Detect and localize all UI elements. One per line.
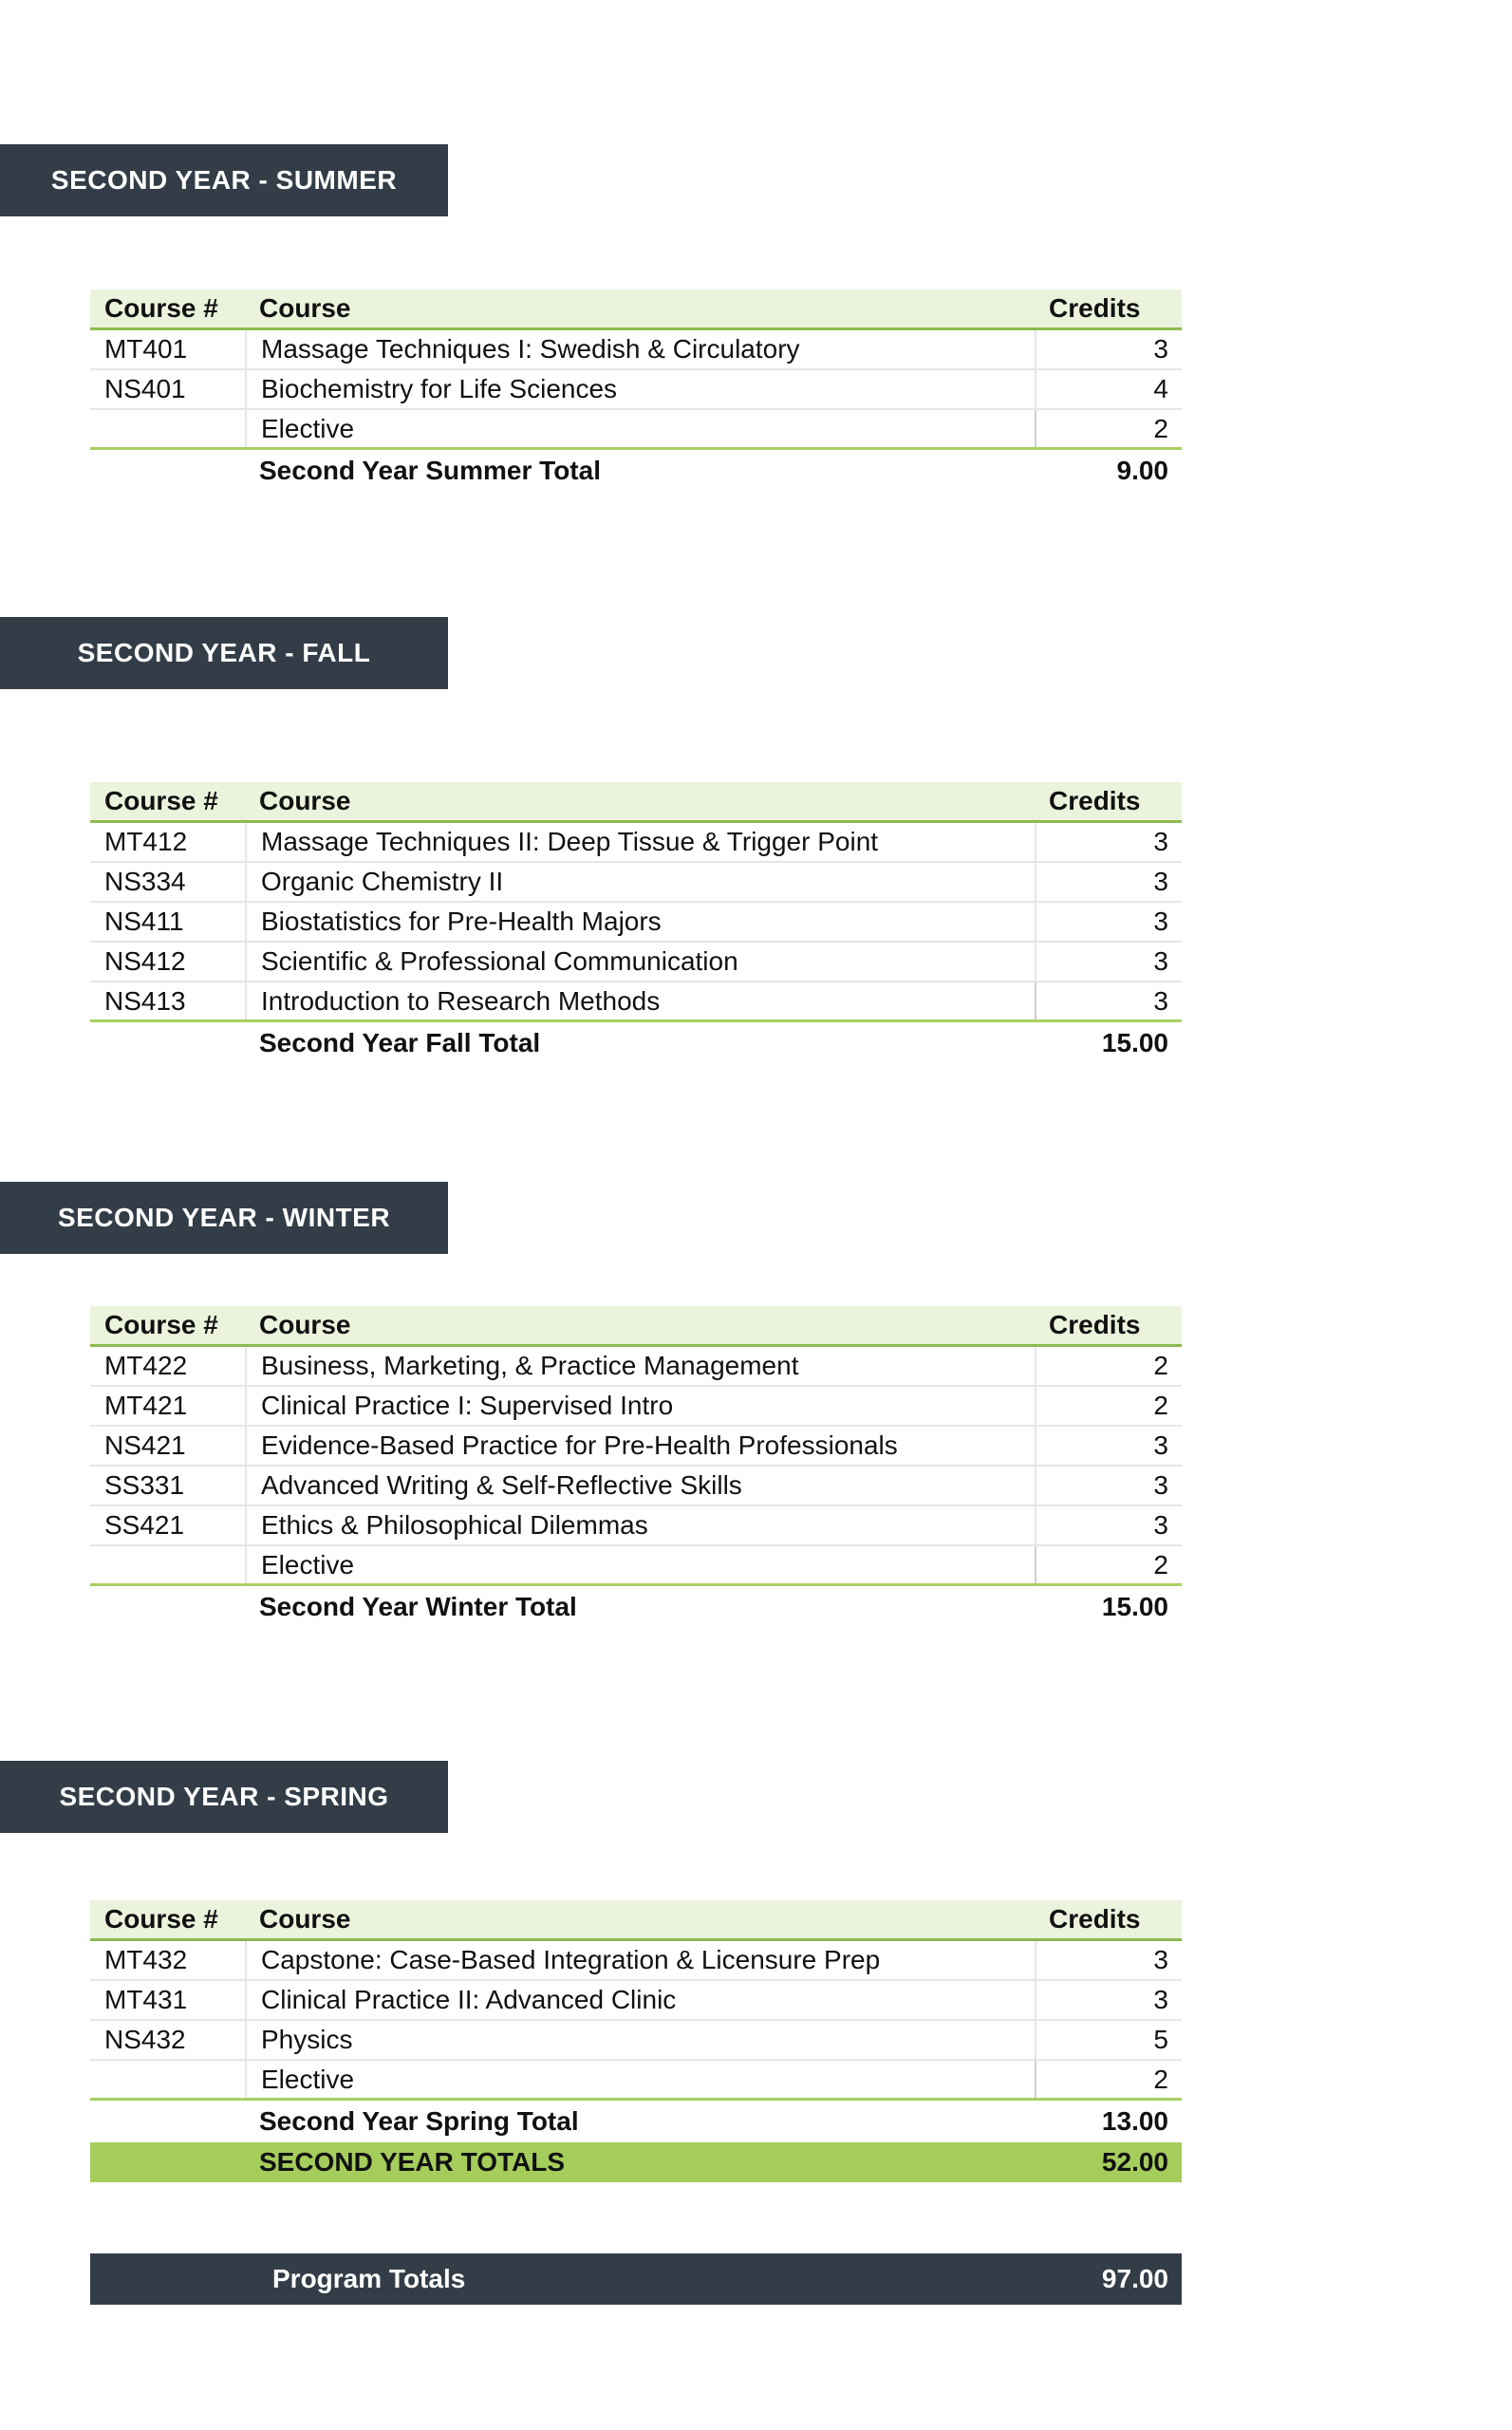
table-row bbox=[90, 410, 1182, 450]
table-row bbox=[90, 1427, 1182, 1467]
table-header bbox=[90, 1306, 1182, 1347]
header-course-number: Course # bbox=[104, 786, 218, 815]
header-credits: Credits bbox=[1049, 1904, 1141, 1934]
course-credits: 2 bbox=[1035, 1387, 1182, 1425]
course-credits: 3 bbox=[1035, 863, 1182, 901]
course-credits: 4 bbox=[1035, 370, 1182, 408]
course-number: MT401 bbox=[104, 334, 188, 364]
course-name: Physics bbox=[245, 2021, 1035, 2059]
course-name: Massage Techniques I: Swedish & Circulatory bbox=[245, 330, 1035, 368]
section-total-row bbox=[90, 1022, 1182, 1064]
table-row bbox=[90, 943, 1182, 982]
course-name: Clinical Practice I: Supervised Intro bbox=[245, 1387, 1035, 1425]
course-credits: 3 bbox=[1035, 1941, 1182, 1979]
header-credits: Credits bbox=[1049, 293, 1141, 323]
section-banner-winter: SECOND YEAR - WINTER bbox=[0, 1182, 448, 1254]
section-total-row bbox=[90, 1586, 1182, 1628]
total-value: 9.00 bbox=[1116, 456, 1168, 485]
course-number: NS334 bbox=[104, 867, 186, 896]
course-name: Organic Chemistry II bbox=[245, 863, 1035, 901]
course-credits: 3 bbox=[1035, 982, 1182, 1019]
course-number: SS331 bbox=[104, 1470, 185, 1500]
second-year-totals-label: SECOND YEAR TOTALS bbox=[259, 2147, 566, 2177]
table-row bbox=[90, 1347, 1182, 1387]
table-row bbox=[90, 1506, 1182, 1546]
course-number: MT422 bbox=[104, 1351, 188, 1380]
table-row bbox=[90, 823, 1182, 863]
table-row bbox=[90, 330, 1182, 370]
course-name: Business, Marketing, & Practice Management bbox=[245, 1347, 1035, 1385]
table-row bbox=[90, 1387, 1182, 1427]
course-credits: 2 bbox=[1035, 1546, 1182, 1583]
second-year-totals-row bbox=[90, 2142, 1182, 2182]
course-credits: 3 bbox=[1035, 1506, 1182, 1544]
total-label: Second Year Spring Total bbox=[259, 2106, 579, 2136]
course-credits: 2 bbox=[1035, 1347, 1182, 1385]
course-number: MT412 bbox=[104, 827, 188, 856]
table-row bbox=[90, 2061, 1182, 2101]
course-name: Introduction to Research Methods bbox=[245, 982, 1035, 1019]
total-value: 15.00 bbox=[1101, 1592, 1168, 1621]
table-row bbox=[90, 1467, 1182, 1506]
table-header bbox=[90, 782, 1182, 823]
course-name: Massage Techniques II: Deep Tissue & Trigger Point bbox=[245, 823, 1035, 861]
course-name: Biostatistics for Pre-Health Majors bbox=[245, 903, 1035, 941]
course-number: MT431 bbox=[104, 1985, 188, 2014]
course-name: Capstone: Case-Based Integration & Licensure Prep bbox=[245, 1941, 1035, 1979]
header-course-number: Course # bbox=[104, 1904, 218, 1934]
course-credits: 2 bbox=[1035, 2061, 1182, 2098]
course-credits: 3 bbox=[1035, 1981, 1182, 2019]
course-number: NS413 bbox=[104, 985, 186, 1016]
table-header bbox=[90, 290, 1182, 330]
header-course: Course bbox=[259, 293, 351, 323]
program-totals-value: 97.00 bbox=[1101, 2264, 1168, 2293]
course-table-summer bbox=[90, 290, 1182, 492]
table-row bbox=[90, 370, 1182, 410]
course-name: Elective bbox=[245, 1546, 1035, 1583]
table-row bbox=[90, 2021, 1182, 2061]
total-label: Second Year Fall Total bbox=[259, 1028, 541, 1057]
table-row bbox=[90, 1941, 1182, 1981]
header-course-number: Course # bbox=[104, 1310, 218, 1339]
course-number: NS401 bbox=[104, 374, 186, 403]
table-row bbox=[90, 1981, 1182, 2021]
course-credits: 3 bbox=[1035, 943, 1182, 981]
course-credits: 5 bbox=[1035, 2021, 1182, 2059]
table-row bbox=[90, 1546, 1182, 1586]
course-credits: 3 bbox=[1035, 1467, 1182, 1505]
course-name: Scientific & Professional Communication bbox=[245, 943, 1035, 981]
table-row bbox=[90, 863, 1182, 903]
second-year-totals-value: 52.00 bbox=[1101, 2147, 1168, 2177]
header-credits: Credits bbox=[1049, 1310, 1141, 1339]
course-credits: 3 bbox=[1035, 1427, 1182, 1465]
course-number: NS412 bbox=[104, 946, 186, 976]
course-credits: 3 bbox=[1035, 330, 1182, 368]
course-number: MT432 bbox=[104, 1945, 188, 1974]
header-course-number: Course # bbox=[104, 293, 218, 323]
course-number: SS421 bbox=[104, 1510, 185, 1540]
course-number: NS432 bbox=[104, 2025, 186, 2054]
section-banner-summer: SECOND YEAR - SUMMER bbox=[0, 144, 448, 216]
course-name: Evidence-Based Practice for Pre-Health Professionals bbox=[245, 1427, 1035, 1465]
course-name: Ethics & Philosophical Dilemmas bbox=[245, 1506, 1035, 1544]
section-total-row bbox=[90, 450, 1182, 492]
course-name: Biochemistry for Life Sciences bbox=[245, 370, 1035, 408]
course-number: MT421 bbox=[104, 1391, 188, 1420]
section-total-row bbox=[90, 2101, 1182, 2142]
course-credits: 3 bbox=[1035, 903, 1182, 941]
course-name: Elective bbox=[245, 2061, 1035, 2098]
total-value: 15.00 bbox=[1101, 1028, 1168, 1057]
header-course: Course bbox=[259, 1904, 351, 1934]
course-number bbox=[90, 1546, 245, 1583]
program-totals-label: Program Totals bbox=[272, 2264, 466, 2293]
course-table-fall bbox=[90, 782, 1182, 1064]
header-course: Course bbox=[259, 1310, 351, 1339]
course-name: Advanced Writing & Self-Reflective Skills bbox=[245, 1467, 1035, 1505]
table-row bbox=[90, 982, 1182, 1022]
total-value: 13.00 bbox=[1101, 2106, 1168, 2136]
course-table-winter bbox=[90, 1306, 1182, 1628]
course-number bbox=[90, 2061, 245, 2098]
header-credits: Credits bbox=[1049, 786, 1141, 815]
course-number: NS421 bbox=[104, 1430, 186, 1460]
total-label: Second Year Winter Total bbox=[259, 1592, 577, 1621]
section-banner-spring: SECOND YEAR - SPRING bbox=[0, 1761, 448, 1833]
table-header bbox=[90, 1900, 1182, 1941]
course-name: Clinical Practice II: Advanced Clinic bbox=[245, 1981, 1035, 2019]
section-banner-fall: SECOND YEAR - FALL bbox=[0, 617, 448, 689]
course-name: Elective bbox=[245, 410, 1035, 447]
header-course: Course bbox=[259, 786, 351, 815]
program-totals-bar bbox=[90, 2253, 1182, 2305]
total-label: Second Year Summer Total bbox=[259, 456, 601, 485]
table-row bbox=[90, 903, 1182, 943]
course-credits: 2 bbox=[1035, 410, 1182, 447]
course-table-spring bbox=[90, 1900, 1182, 2182]
course-number: NS411 bbox=[104, 907, 184, 936]
course-number bbox=[90, 410, 245, 447]
course-credits: 3 bbox=[1035, 823, 1182, 861]
